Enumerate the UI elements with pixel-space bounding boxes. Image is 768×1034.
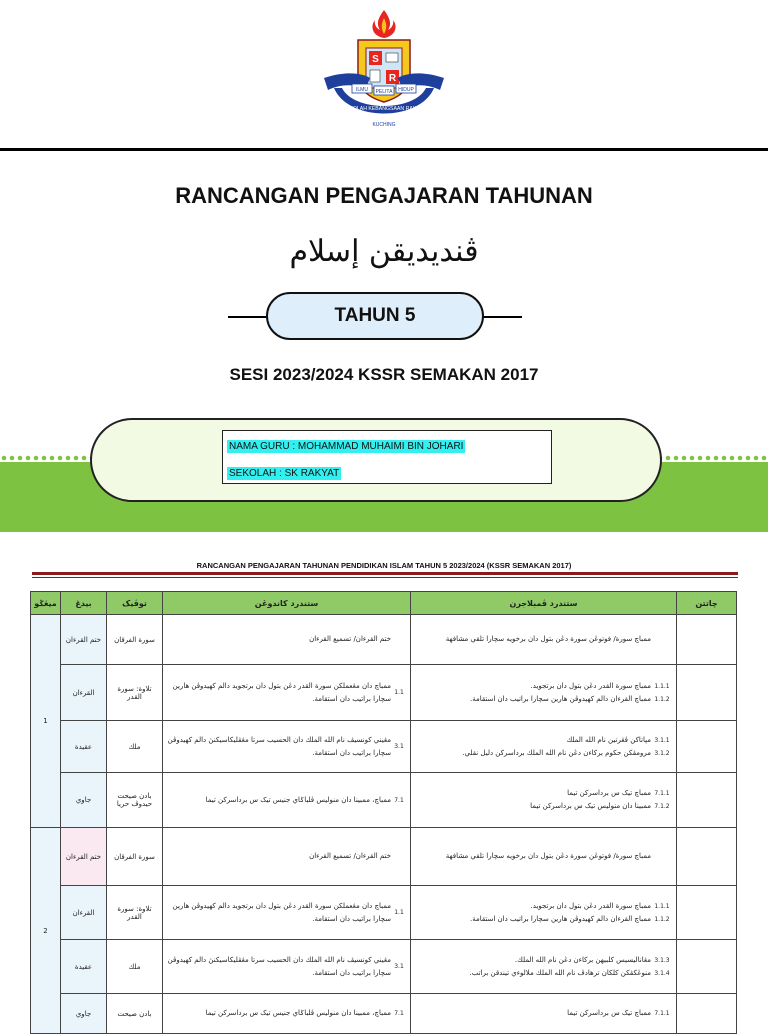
table-row	[31, 886, 737, 940]
standard-text: مڽاتاکن ڤڠرتين نام الله الملك	[566, 735, 651, 744]
standard-cell	[411, 721, 677, 773]
content-text: ممباچ، ممبينا دان منوليس ڤلباݢاي جنيس تيک س برداسرکن تيما	[205, 1009, 391, 1017]
table-row	[31, 615, 737, 665]
teacher-info-box	[222, 430, 552, 484]
standard-text: ممباچ تيک س برداسرکن تيما	[567, 1009, 651, 1017]
content-text: ختم القرءان/ تسميع القرءان	[309, 852, 391, 860]
year-line-right	[482, 316, 522, 318]
standard-text: ممباچ سورة القدر دڠن بتول دان برتجويد.	[530, 901, 651, 910]
content-cell	[163, 665, 411, 721]
standard-text: ممباچ سورة القدر دڠن بتول دان برتجويد.	[530, 681, 651, 690]
notes-cell	[677, 615, 737, 665]
table-row	[31, 940, 737, 994]
topic-cell: بادن صيحت	[107, 994, 163, 1034]
notes-cell	[677, 828, 737, 886]
field-cell: ختم القرءان	[61, 828, 107, 886]
standard-cell	[411, 773, 677, 828]
standard-code: 1.1.2	[654, 695, 670, 703]
standard-cell	[411, 615, 677, 665]
top-divider	[0, 148, 768, 151]
content-text: مڠيني کونسيڤ نام الله الملك دان الحسيب سرتا مڠڤليکاسيکنڽ دالم کهيدوڤن سچارا براتيب دان استقامة.	[167, 735, 391, 757]
standard-code: 3.1.3	[654, 956, 670, 964]
topic-cell: ملك	[107, 940, 163, 994]
standard-code: 1.1.2	[654, 915, 670, 923]
logo-word-ilmu: ILMU	[356, 87, 368, 93]
content-cell	[163, 940, 411, 994]
col-learning-standard: ستندرد ڤمبلاجرن	[411, 592, 677, 615]
notes-cell	[677, 665, 737, 721]
table-row	[31, 994, 737, 1034]
standard-text: ممباچ سورة/ فوتوڠن سورة دڠن بتول دان برخويه سچارا تلقي مشافهة	[445, 635, 651, 643]
standard-cell	[411, 665, 677, 721]
year-badge: TAHUN 5	[266, 292, 484, 340]
standard-cell	[411, 994, 677, 1034]
content-text: ممباچ، ممبينا دان منوليس ڤلباݢاي جنيس تيک س برداسرکن تيما	[205, 795, 391, 804]
content-code: 3.1	[394, 963, 404, 970]
content-code: 3.1	[394, 743, 404, 750]
standard-text: ممبينا دان منوليس تيک س برداسرکن تيما	[530, 802, 651, 810]
notes-cell	[677, 721, 737, 773]
topic-cell: تلاوة: سورة القدر	[107, 886, 163, 940]
standard-text: ممباچ سورة/ فوتوڠن سورة دڠن بتول دان برخويه سچارا تلقي مشافهة	[445, 852, 651, 860]
content-code: 1.1	[394, 689, 404, 696]
topic-cell: تلاوة: سورة القدر	[107, 665, 163, 721]
content-text: مڠيني کونسيڤ نام الله الملك دان الحسيب سرتا مڠڤليکاسيکنڽ دالم کهيدوڤن سچارا براتيب دان استقامة.	[167, 955, 391, 977]
standard-code: 7.1.2	[654, 803, 670, 810]
notes-cell	[677, 773, 737, 828]
standard-code: 3.1.1	[654, 736, 670, 744]
content-cell	[163, 994, 411, 1034]
topic-cell: سورة الفرقان	[107, 828, 163, 886]
standard-cell	[411, 886, 677, 940]
field-cell: عقيدة	[61, 721, 107, 773]
notes-cell	[677, 886, 737, 940]
field-cell: ختم القرءان	[61, 615, 107, 665]
standard-text: مڠاناليسيس کلبيهن برکاءن دڠن نام الله الملك.	[514, 955, 651, 964]
plan-title: RANCANGAN PENGAJARAN TAHUNAN PENDIDIKAN ISLAM TAHUN 5 2023/2024 (KSSR SEMAKAN 2017)	[196, 561, 572, 570]
plan-divider-thin	[32, 577, 738, 578]
content-cell	[163, 721, 411, 773]
school-name: SEKOLAH : SK RAKYAT	[229, 468, 340, 479]
standard-code: 1.1.1	[654, 902, 670, 910]
content-text: ممباچ دان مڠعملکن سورة القدر دڠن بتول دان برتجويد دالم کهيدوڤن هارين سچارا براتيب دان استقامة.	[172, 681, 391, 703]
content-cell	[163, 773, 411, 828]
year-line-left	[228, 316, 270, 318]
topic-cell: ملك	[107, 721, 163, 773]
standard-code: 3.1.2	[654, 749, 670, 757]
field-cell: جاوي	[61, 994, 107, 1034]
table-row	[31, 773, 737, 828]
plan-divider	[32, 572, 738, 575]
logo-word-hidup: HIDUP	[398, 87, 414, 93]
notes-cell	[677, 994, 737, 1034]
col-topic: توڤيک	[107, 592, 163, 615]
table-row	[31, 828, 737, 886]
school-crest-logo	[318, 4, 450, 132]
content-text: ممباچ دان مڠعملکن سورة القدر دڠن بتول دان برتجويد دالم کهيدوڤن هارين سچارا براتيب دان استقامة.	[172, 901, 391, 923]
content-cell	[163, 886, 411, 940]
week-number: 1	[31, 615, 61, 828]
standard-text: منوڠکڤکن کلکان ترهادڤ نام الله الملك ملالوءي تيندقن براتب.	[469, 968, 651, 977]
field-cell: القرءان	[61, 886, 107, 940]
content-code: 7.1	[394, 1010, 404, 1017]
table-row	[31, 665, 737, 721]
standard-text: مرومڤکن حکوم برکاءن دڠن نام الله الملك برداسرکن دليل نقلي.	[462, 748, 651, 757]
standard-code: 1.1.1	[654, 682, 670, 690]
content-cell	[163, 615, 411, 665]
standard-text: ممباچ القرءان دالم کهيدوڤن هارين سچارا براتيب دان استقامة.	[469, 914, 651, 923]
standard-text: ممباچ تيک س برداسرکن تيما	[567, 789, 651, 797]
subject-title: ڤنديديقن إسلام	[289, 234, 479, 269]
logo-city: KUCHING	[372, 122, 396, 128]
week-number: 2	[31, 828, 61, 1034]
col-content-standard: ستندرد کاندوڠن	[163, 592, 411, 615]
plan-table	[30, 591, 737, 1034]
notes-cell	[677, 940, 737, 994]
session-label: SESI 2023/2024 KSSR SEMAKAN 2017	[229, 365, 539, 384]
topic-cell: بادن صيحت حيدوڤ حريا	[107, 773, 163, 828]
logo-letter-r: R	[388, 73, 397, 84]
content-code: 1.1	[394, 909, 404, 916]
col-field: بيدڠ	[61, 592, 107, 615]
teacher-name: NAMA GURU : MOHAMMAD MUHAIMI BIN JOHARI	[229, 441, 464, 452]
col-notes: چاتتن	[677, 592, 737, 615]
plan-table-header-row	[31, 592, 737, 615]
content-code: 7.1	[394, 796, 404, 804]
content-text: ختم القرءان/ تسميع القرءان	[309, 635, 391, 643]
col-week: ميڠݢو	[31, 592, 61, 615]
topic-cell: سورة الفرقان	[107, 615, 163, 665]
logo-word-pelita: PELITA	[375, 89, 393, 95]
field-cell: جاوي	[61, 773, 107, 828]
standard-code: 7.1.1	[654, 790, 670, 797]
standard-cell	[411, 940, 677, 994]
standard-text: ممباچ القرءان دالم کهيدوڤن هارين سچارا براتيب دان استقامة.	[469, 694, 651, 703]
standard-code: 7.1.1	[654, 1010, 670, 1017]
page-title: RANCANGAN PENGAJARAN TAHUNAN	[175, 183, 593, 208]
logo-school-name: SEKOLAH KEBANGSAAN RAKYAT	[342, 106, 426, 112]
standard-code: 3.1.4	[654, 969, 670, 977]
field-cell: القرءان	[61, 665, 107, 721]
logo-letter-s: S	[372, 54, 379, 65]
table-row	[31, 721, 737, 773]
content-cell	[163, 828, 411, 886]
field-cell: عقيدة	[61, 940, 107, 994]
standard-cell	[411, 828, 677, 886]
